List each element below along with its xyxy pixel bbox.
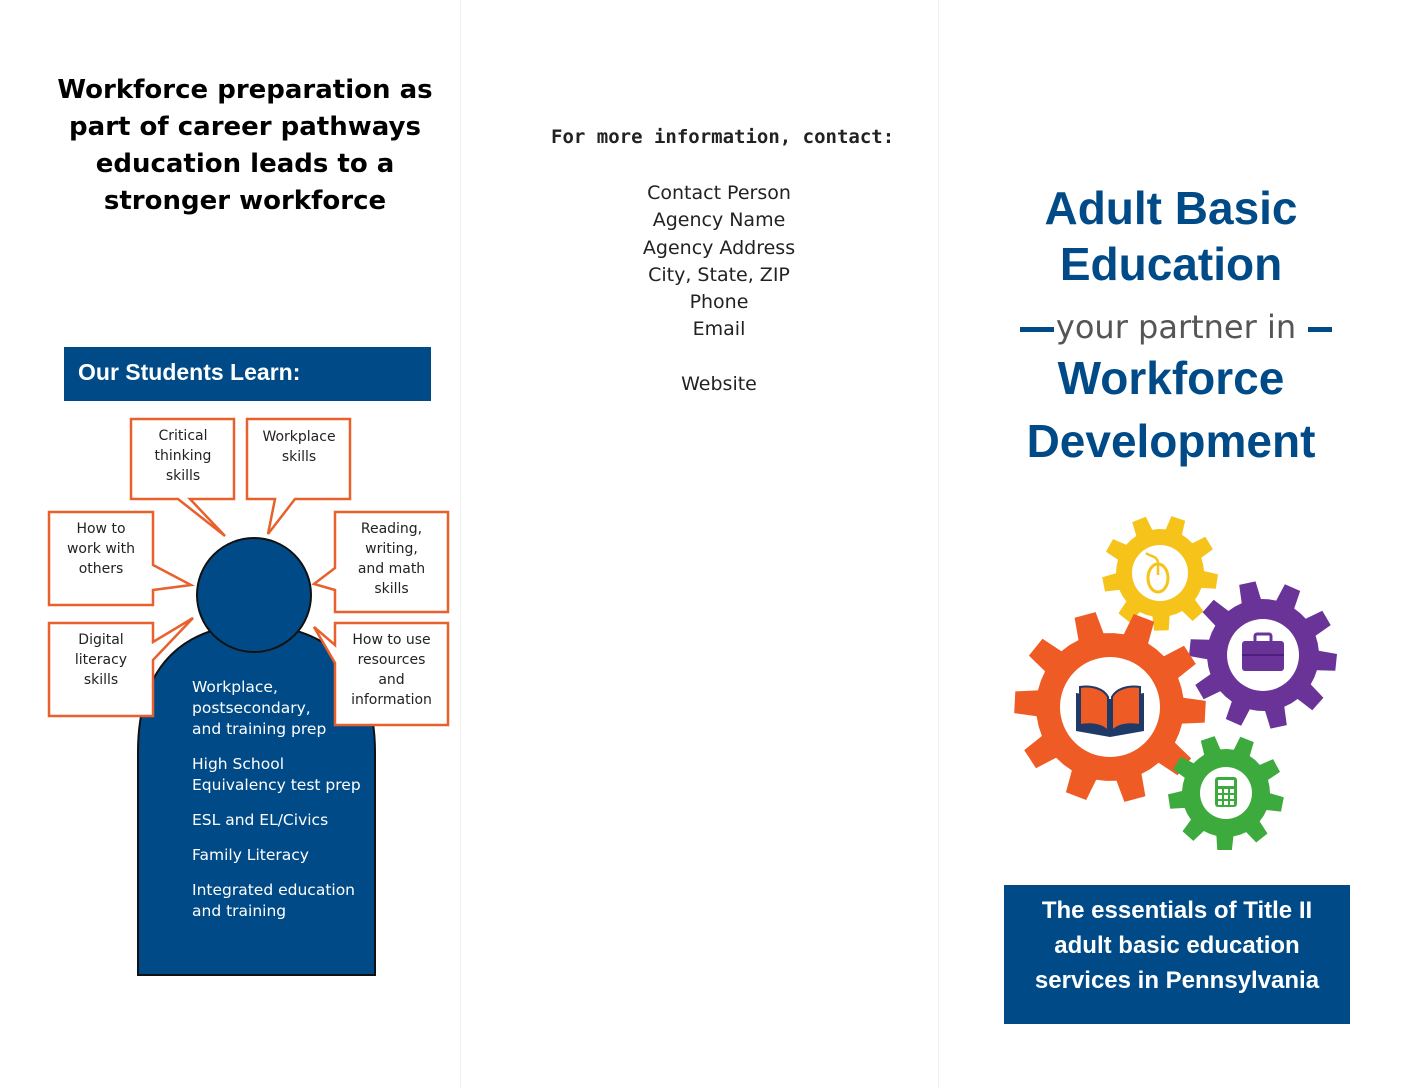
agency-name: Agency Name xyxy=(652,209,786,232)
list-item: ESL and EL/Civics xyxy=(192,811,329,829)
list-item: High School Equivalency test prep xyxy=(192,755,361,794)
contact-person: Contact Person xyxy=(647,182,791,204)
agency-address: Agency Address xyxy=(642,236,796,259)
phone: Phone xyxy=(689,291,749,314)
list-item: Workplace, postsecondary, and training prep xyxy=(192,678,327,738)
yellow-gear xyxy=(1102,516,1218,631)
learning-areas-list xyxy=(192,677,382,936)
callout-resources-text: How to use resources and information xyxy=(351,632,432,708)
essentials-box: The essentials of Title II adult basic education services in Pennsylvania xyxy=(1004,885,1350,1024)
city-state-zip: City, State, ZIP xyxy=(648,263,790,286)
title-line-2: Education xyxy=(1059,238,1283,290)
list-item: Family Literacy xyxy=(192,846,309,864)
callout-digital-text: Digital literacy skills xyxy=(74,632,128,688)
students-banner: Our Students Learn: xyxy=(64,347,431,401)
contact-block xyxy=(600,180,838,398)
gears-illustration xyxy=(1000,505,1350,850)
title-line-1: Adult Basic xyxy=(1044,182,1298,234)
partner-text: your partner in xyxy=(1055,308,1297,346)
title-line-4: Development xyxy=(1026,415,1316,467)
email: Email xyxy=(692,318,746,341)
callout-others-text: How to work with others xyxy=(66,521,136,577)
dash-right xyxy=(1308,327,1332,332)
blank-line xyxy=(600,344,838,371)
headline: Workforce preparation as part of career pathways education leads to a stronger workforce xyxy=(57,75,433,216)
list-item: Integrated education and training xyxy=(192,881,356,920)
website: Website xyxy=(681,373,757,396)
callout-critical-text: Critical thinking skills xyxy=(154,428,212,484)
panel-divider-right xyxy=(938,0,939,1088)
person-head xyxy=(197,538,311,652)
contact-heading: For more information, contact: xyxy=(551,126,895,148)
calculator-icon xyxy=(1215,777,1237,807)
panel-divider-left xyxy=(460,0,461,1088)
callout-workplace-text: Workplace skills xyxy=(262,429,336,465)
callout-reading-text: Reading, writing, and math skills xyxy=(357,521,426,597)
title-line-3: Workforce xyxy=(1057,352,1285,404)
partner-tagline xyxy=(1020,305,1332,349)
dash-left xyxy=(1020,327,1054,332)
